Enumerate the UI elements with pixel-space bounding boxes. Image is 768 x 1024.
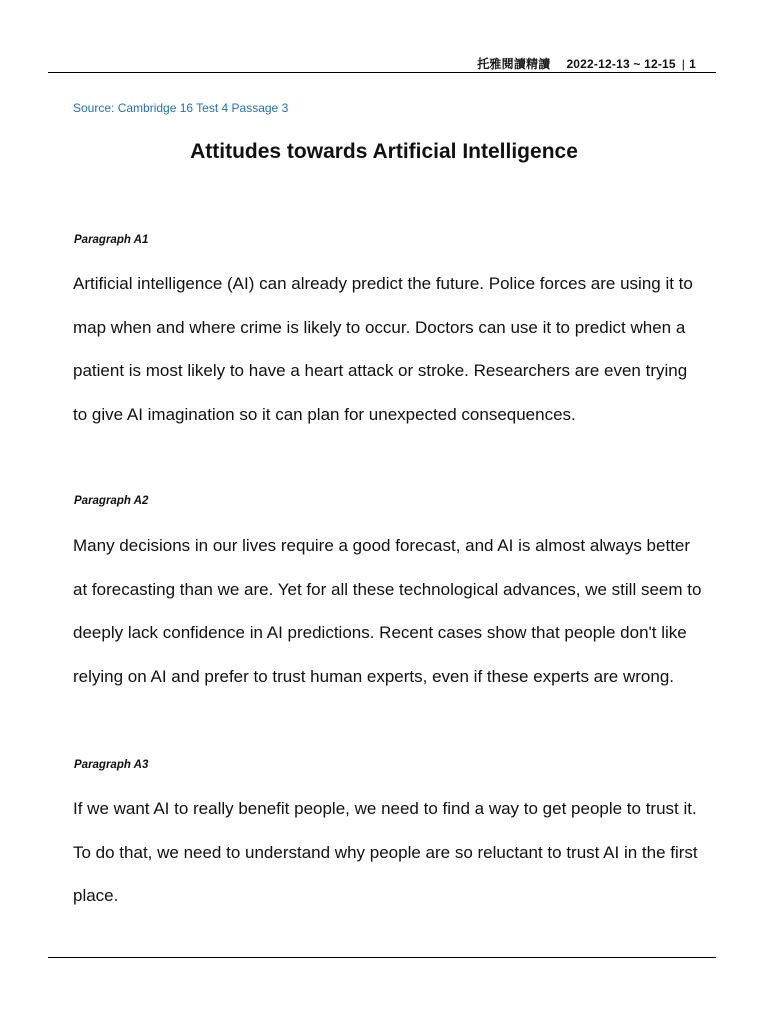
paragraph-label-a2: Paragraph A2	[74, 495, 149, 507]
paragraph-label-a3: Paragraph A3	[74, 759, 149, 771]
header-date-range: 2022-12-13 ~ 12-15	[566, 57, 676, 71]
footer-divider	[48, 957, 716, 958]
page-header	[477, 55, 696, 72]
article-title: Attitudes towards Artificial Intelligence	[190, 140, 578, 163]
header-divider	[48, 72, 716, 73]
header-separator: |	[681, 57, 686, 71]
header-title: 托雅閱讀精讀	[477, 57, 551, 71]
paragraph-text-a2: Many decisions in our lives require a good forecast, and AI is almost always better at forecasting than we are. Yet for all these technological advances, we still seem to deeply lack confidence in AI predictions. Recent cases show that people don't like relying on AI and prefer to trust human experts, even if these experts are wrong.	[73, 536, 702, 687]
paragraph-text-a3: If we want AI to really benefit people, we need to find a way to get people to trust it. To do that, we need to understand why people are so reluctant to trust AI in the first place.	[73, 799, 698, 906]
paragraph-label-a1: Paragraph A1	[74, 234, 149, 246]
page-number: 1	[689, 57, 696, 71]
source-citation: Source: Cambridge 16 Test 4 Passage 3	[73, 101, 289, 115]
paragraph-text-a1: Artificial intelligence (AI) can already predict the future. Police forces are using it to map when and where crime is likely to occur. Doctors can use it to predict when a patient is most likely to have a heart attack or stroke. Researchers are even trying to give AI imagination so it can plan for unexpected consequences.	[73, 274, 693, 425]
